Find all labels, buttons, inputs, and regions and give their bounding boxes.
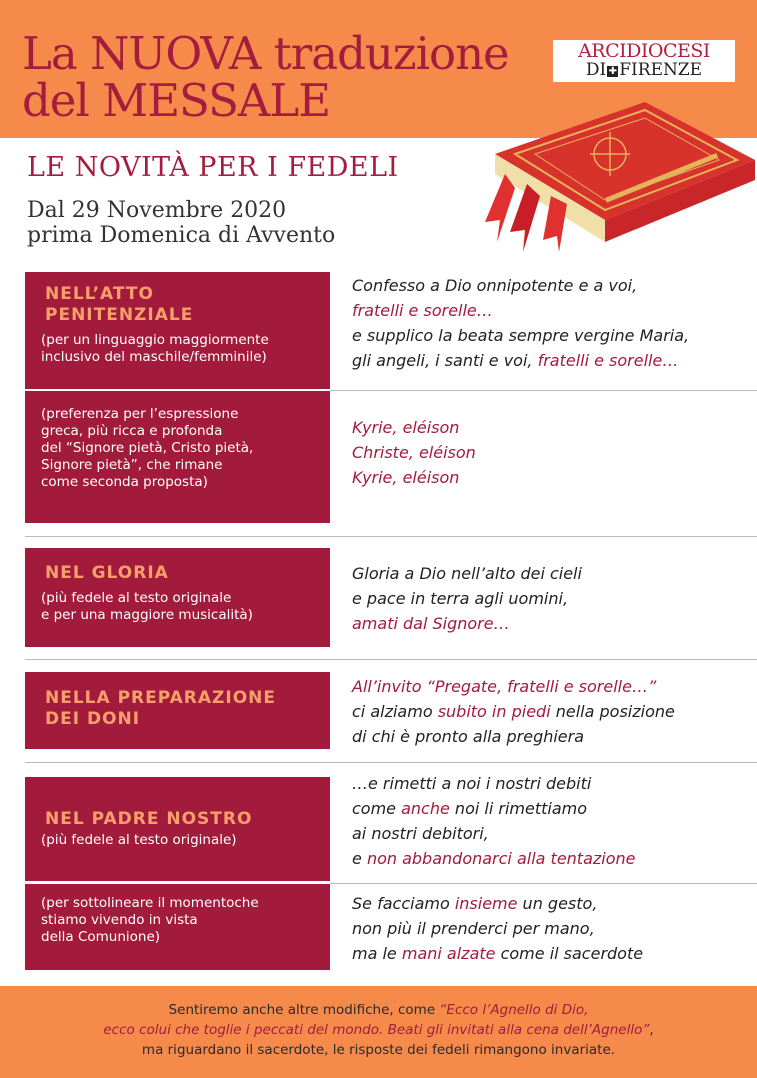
- text-line: di chi è pronto alla preghiera: [352, 727, 585, 746]
- text-line: All’invito “Pregate, fratelli e sorelle…”: [352, 677, 657, 696]
- label-note: Signore pietà”, che rimane: [41, 457, 223, 473]
- text-line: non più il prenderci per mano,: [352, 919, 595, 938]
- logo-line-2: [553, 61, 735, 79]
- label-note: (preferenza per l’espressione: [41, 406, 239, 422]
- date-line: [27, 198, 335, 248]
- text-span: Se facciamo: [352, 894, 455, 913]
- label-note: (per un linguaggio maggiormente: [41, 332, 269, 348]
- missal-book-image: [455, 92, 755, 257]
- divider: [25, 762, 757, 763]
- footer-line-3: ma riguardano il sacerdote, le risposte dei fedeli rimangono invariate.: [141, 1042, 616, 1058]
- text-span: Sentiremo anche altre modifiche, come: [168, 1002, 440, 1018]
- footer-note: [0, 986, 757, 1078]
- divider: [330, 883, 757, 884]
- text-line: …e rimetti a noi i nostri debiti: [352, 774, 592, 793]
- text-span: come: [352, 799, 402, 818]
- label-note: e per una maggiore musicalità): [41, 607, 253, 623]
- subtitle: LE NOVITÀ PER I FEDELI: [27, 152, 399, 183]
- text-line: amati dal Signore…: [352, 614, 510, 633]
- text-highlight: non abbandonarci alla tentazione: [366, 849, 636, 868]
- text-padre-nostro: [352, 771, 752, 871]
- text-atto-penitenziale: [352, 273, 752, 373]
- text-span: noi li rimettiamo: [449, 799, 587, 818]
- text-highlight: fratelli e sorelle…: [537, 351, 679, 370]
- label-note: come seconda proposta): [41, 474, 208, 490]
- text-highlight: insieme: [454, 894, 518, 913]
- text-line: Christe, eléison: [352, 443, 476, 462]
- text-line: [352, 699, 752, 724]
- text-line: e pace in terra agli uomini,: [352, 589, 569, 608]
- text-line: [352, 941, 752, 966]
- title-line-1: La NUOVA traduzione: [22, 27, 509, 80]
- text-highlight: “Ecco l’Agnello di Dio,: [439, 1002, 589, 1018]
- text-line: [352, 348, 752, 373]
- section-label-comunione: [25, 884, 330, 970]
- section-label-atto-penitenziale: [25, 272, 330, 389]
- label-head: NELL’ATTO: [45, 284, 154, 304]
- page-title: [22, 27, 509, 127]
- text-highlight: ecco colui che toglie i peccati del mondo. Beati gli invitati alla cena dell’Agnello”: [103, 1022, 650, 1038]
- text-span: ,: [649, 1022, 654, 1038]
- text-line: [352, 846, 752, 871]
- label-note: della Comunione): [41, 929, 161, 945]
- footer-line-1: [0, 1000, 757, 1020]
- label-note: greca, più ricca e profonda: [41, 423, 223, 439]
- section-label-doni: [25, 672, 330, 749]
- label-head: NELLA PREPARAZIONE: [45, 688, 276, 708]
- label-head: NEL PADRE NOSTRO: [45, 809, 253, 829]
- cross-icon: ✚: [608, 66, 617, 77]
- text-highlight: subito in piedi: [437, 702, 551, 721]
- text-highlight: mani alzate: [401, 944, 496, 963]
- text-span: e: [352, 849, 367, 868]
- divider: [330, 390, 757, 391]
- text-span: un gesto,: [517, 894, 598, 913]
- text-span: ci alziamo: [352, 702, 438, 721]
- label-note: (per sottolineare il momentoche: [41, 895, 259, 911]
- date-line-2: prima Domenica di Avvento: [27, 223, 336, 248]
- footer-line-2: [0, 1020, 757, 1040]
- text-line: Kyrie, eléison: [352, 418, 460, 437]
- text-highlight: anche: [401, 799, 450, 818]
- date-line-1: Dal 29 Novembre 2020: [27, 198, 287, 223]
- text-line: ai nostri debitori,: [352, 824, 489, 843]
- logo-line-1: ARCIDIOCESI: [578, 40, 710, 62]
- divider: [25, 536, 757, 537]
- label-head: PENITENZIALE: [45, 305, 194, 325]
- label-note: inclusivo del maschile/femminile): [41, 349, 267, 365]
- text-line: [352, 796, 752, 821]
- text-span: come il sacerdote: [495, 944, 644, 963]
- text-line: [352, 891, 752, 916]
- label-note: stiamo vivendo in vista: [41, 912, 198, 928]
- text-span: ma le: [352, 944, 402, 963]
- text-comunione: [352, 891, 752, 966]
- text-kyrie: [352, 415, 752, 490]
- text-line: Kyrie, eléison: [352, 468, 460, 487]
- section-label-kyrie: [25, 391, 330, 523]
- text-gloria: [352, 561, 752, 636]
- logo-di: DI: [585, 60, 607, 80]
- text-line: e supplico la beata sempre vergine Maria,: [352, 326, 690, 345]
- text-span: gli angeli, i santi e voi,: [352, 351, 538, 370]
- label-note: (più fedele al testo originale): [41, 832, 237, 848]
- text-line: Gloria a Dio nell’alto dei cieli: [352, 564, 582, 583]
- text-doni: [352, 674, 752, 749]
- title-line-2: del MESSALE: [22, 74, 331, 127]
- logo-firenze: FIRENZE: [619, 60, 703, 80]
- section-label-gloria: [25, 548, 330, 647]
- divider: [25, 659, 757, 660]
- section-label-padre-nostro: [25, 777, 330, 881]
- text-line: Confesso a Dio onnipotente e a voi,: [352, 276, 638, 295]
- label-head: NEL GLORIA: [45, 563, 169, 583]
- label-note: del “Signore pietà, Cristo pietà,: [41, 440, 254, 456]
- label-note: (più fedele al testo originale: [41, 590, 232, 606]
- label-head: DEI DONI: [45, 709, 141, 729]
- text-span: nella posizione: [550, 702, 675, 721]
- text-line: fratelli e sorelle…: [352, 301, 493, 320]
- diocese-logo: [553, 40, 735, 82]
